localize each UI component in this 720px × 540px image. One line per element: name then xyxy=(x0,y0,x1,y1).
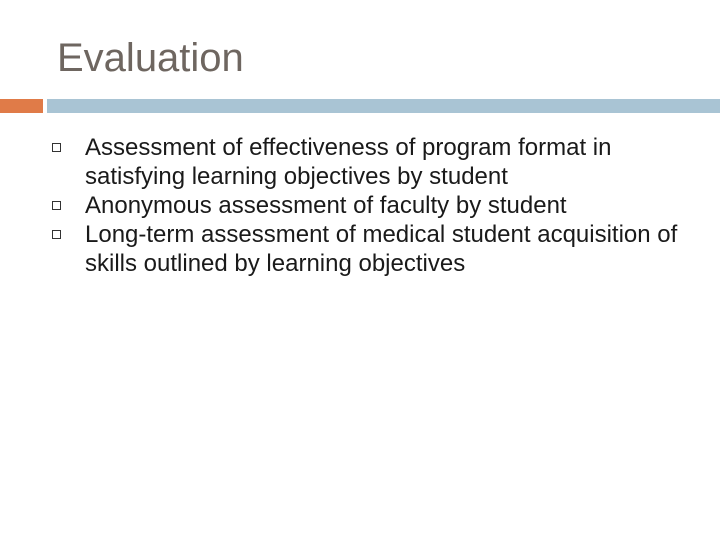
bullet-text: Assessment of effectiveness of program format in satisfying learning objectives by student xyxy=(85,134,612,190)
slide-title: Evaluation xyxy=(57,36,244,80)
hollow-square-icon xyxy=(52,201,61,210)
bullet-item xyxy=(48,133,688,191)
bullet-item xyxy=(48,191,688,220)
bullet-item xyxy=(48,220,688,278)
bullet-text: Anonymous assessment of faculty by student xyxy=(85,192,567,219)
title-rule-accent xyxy=(0,99,43,113)
bullet-list xyxy=(48,133,688,278)
hollow-square-icon xyxy=(52,230,61,239)
hollow-square-icon xyxy=(52,143,61,152)
bullet-text: Long-term assessment of medical student acquisition of skills outlined by learning objectives xyxy=(85,221,678,277)
title-rule xyxy=(47,99,720,113)
